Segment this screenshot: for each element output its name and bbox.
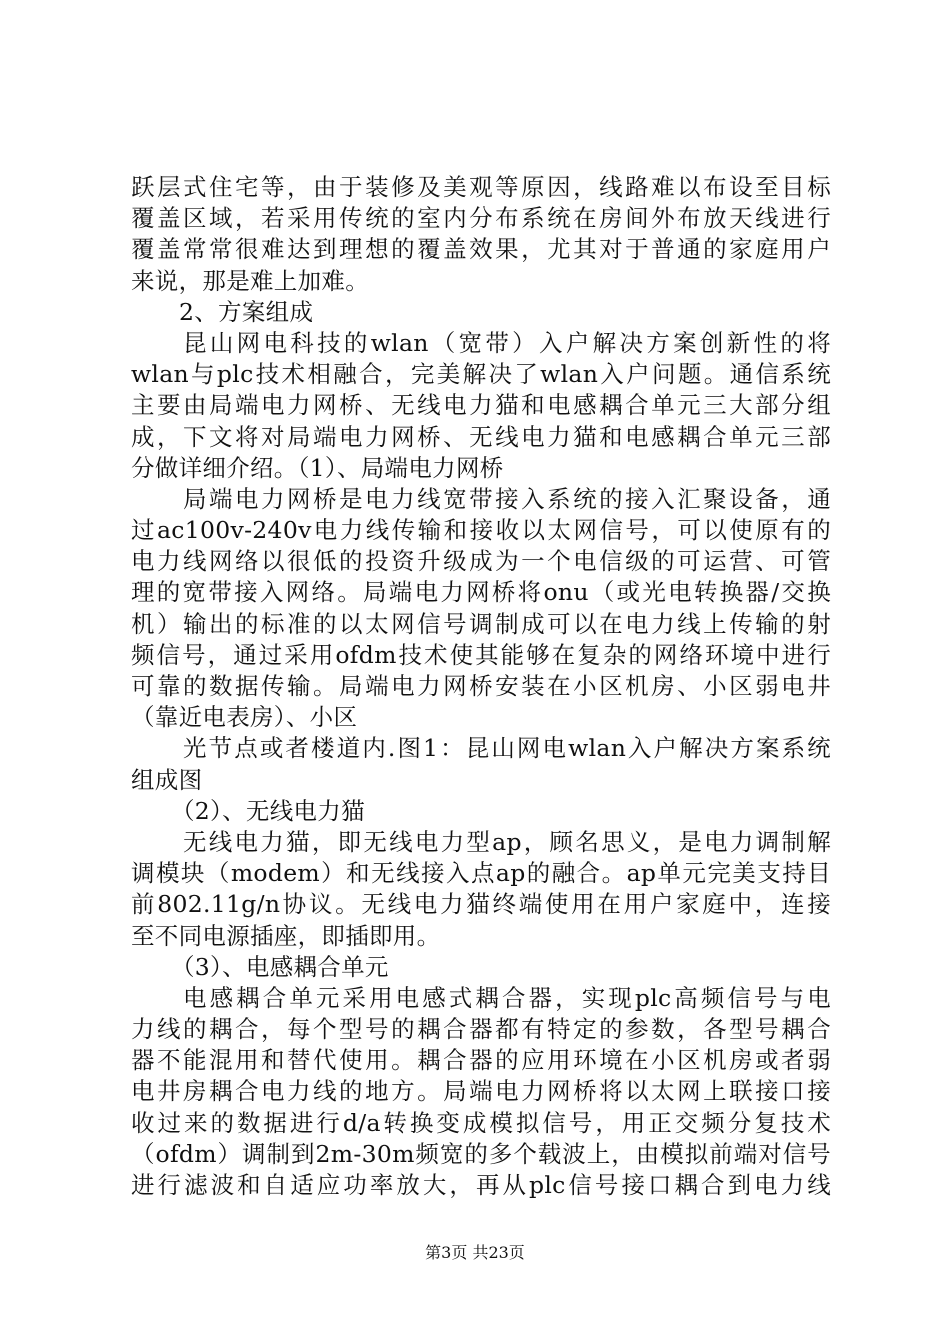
section-heading: 2、方案组成 (179, 297, 314, 326)
text-line: （靠近电表房）、小区 (131, 703, 358, 732)
text-line: 昆山网电科技的wlan（宽带）入户解决方案创新性的将 (183, 328, 831, 357)
text-line: 至不同电源插座，即插即用。 (131, 921, 441, 950)
section-heading: （3）、电感耦合单元 (171, 952, 389, 981)
text-line: 器不能混用和替代使用。耦合器的应用环境在小区机房或者弱 (131, 1046, 831, 1075)
text-line: 电力线网络以很低的投资升级成为一个电信级的可运营、可管 (131, 547, 831, 576)
text-line: 成，下文将对局端电力网桥、无线电力猫和电感耦合单元三部 (131, 422, 831, 451)
text-line: 覆盖区域，若采用传统的室内分布系统在房间外布放天线进行 (131, 204, 831, 233)
text-line: 组成图 (131, 765, 203, 794)
document-body (131, 172, 831, 1201)
text-line: 频信号，通过采用ofdm技术使其能够在复杂的网络环境中进行 (131, 640, 831, 669)
text-line: wlan与plc技术相融合，完美解决了wlan入户问题。通信系统 (131, 360, 831, 389)
text-line: 调模块（modem）和无线接入点ap的融合。ap单元完美支持目 (131, 859, 831, 888)
text-line: 跃层式住宅等，由于装修及美观等原因，线路难以布设至目标 (131, 173, 831, 201)
text-line: 机）输出的标准的以太网信号调制成可以在电力线上传输的射 (131, 609, 831, 638)
text-line: 局端电力网桥是电力线宽带接入系统的接入汇聚设备，通 (183, 484, 831, 513)
text-line: 覆盖常常很难达到理想的覆盖效果，尤其对于普通的家庭用户 (131, 235, 831, 264)
text-line: 来说，那是难上加难。 (131, 266, 369, 295)
text-line: （ofdm）调制到2m-30m频宽的多个载波上，由模拟前端对信号 (131, 1139, 831, 1168)
text-line: 无线电力猫，即无线电力型ap，顾名思义，是电力调制解 (183, 827, 831, 856)
text-line: 电感耦合单元采用电感式耦合器，实现plc高频信号与电 (183, 983, 831, 1012)
page-number-footer: 第3页 共23页 (425, 1243, 525, 1262)
text-line: 光节点或者楼道内.图1：昆山网电wlan入户解决方案系统 (183, 734, 831, 763)
text-line: 力线的耦合，每个型号的耦合器都有特定的参数，各型号耦合 (131, 1015, 831, 1044)
text-line: 可靠的数据传输。局端电力网桥安装在小区机房、小区弱电井 (131, 672, 831, 700)
text-line: 过ac100v-240v电力线传输和接收以太网信号，可以使原有的 (131, 516, 831, 545)
text-line: 进行滤波和自适应功率放大，再从plc信号接口耦合到电力线 (131, 1171, 831, 1199)
text-line: 理的宽带接入网络。局端电力网桥将onu（或光电转换器/交换 (131, 578, 831, 607)
text-line: 主要由局端电力网桥、无线电力猫和电感耦合单元三大部分组 (131, 391, 831, 420)
text-line: 前802.11g/n协议。无线电力猫终端使用在用户家庭中，连接 (131, 890, 831, 919)
text-line: 收过来的数据进行d/a转换变成模拟信号，用正交频分复技术 (131, 1108, 831, 1137)
section-heading: （2）、无线电力猫 (171, 796, 365, 825)
text-line: 电井房耦合电力线的地方。局端电力网桥将以太网上联接口接 (131, 1077, 831, 1106)
text-line: 分做详细介绍。（1）、局端电力网桥 (131, 453, 504, 482)
